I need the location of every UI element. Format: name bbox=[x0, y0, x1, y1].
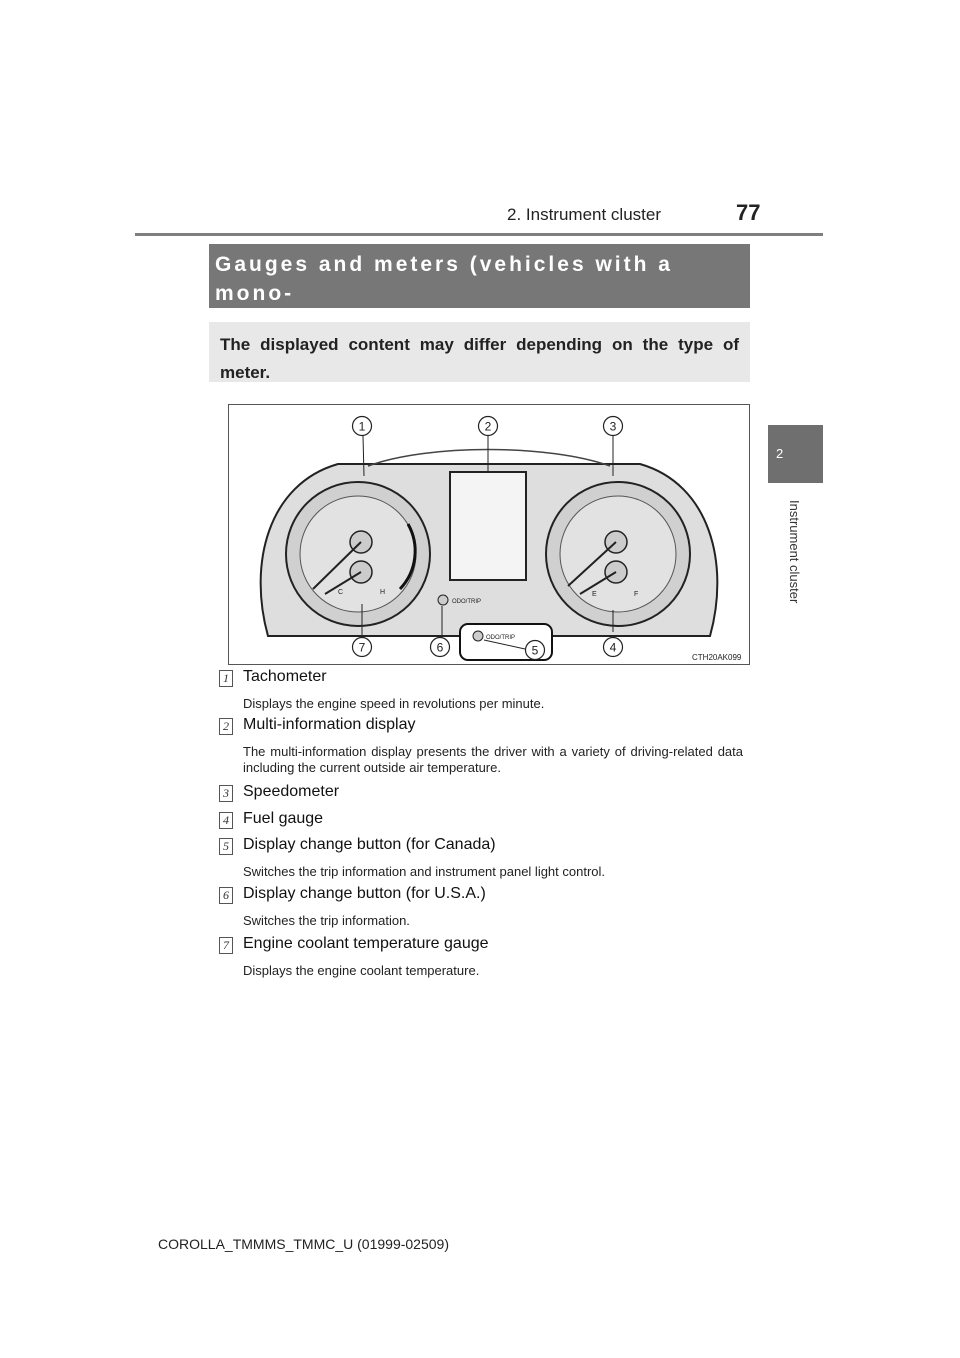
item-number-badge: 1 bbox=[219, 670, 233, 687]
page-number: 77 bbox=[736, 200, 761, 225]
instrument-cluster-figure bbox=[228, 404, 750, 665]
intro-text: The displayed content may differ depending on the type of meter. bbox=[220, 335, 739, 382]
odo-trip-button-usa bbox=[438, 595, 448, 605]
chapter-tab-label: Instrument cluster bbox=[787, 500, 802, 604]
item-title: Display change button (for U.S.A.) bbox=[243, 885, 486, 902]
callout-7-number: 7 bbox=[358, 640, 366, 655]
item-number-badge: 3 bbox=[219, 785, 233, 802]
item-title: Tachometer bbox=[243, 668, 327, 685]
item-number-badge: 5 bbox=[219, 838, 233, 855]
fuel-full-label: F bbox=[634, 591, 639, 598]
figure-code: CTH20AK099 bbox=[692, 653, 742, 662]
section-title-box bbox=[209, 244, 750, 308]
speedometer-face bbox=[560, 496, 676, 612]
callout-7 bbox=[353, 638, 372, 657]
callout-2 bbox=[479, 417, 498, 436]
chapter-tab-number: 2 bbox=[776, 446, 784, 461]
odo-trip-button-canada bbox=[473, 631, 483, 641]
item-description: The multi-information display presents the driver with a variety of driving-related data including the current outside air temperature. bbox=[243, 744, 743, 775]
item-description: Switches the trip information and instrument panel light control. bbox=[243, 864, 606, 879]
section-title-line-1: Gauges and meters (vehicles with a mono- bbox=[215, 253, 673, 305]
intro-box bbox=[209, 322, 750, 382]
callout-1 bbox=[353, 417, 372, 436]
callout-6 bbox=[431, 638, 450, 657]
callout-5 bbox=[526, 641, 545, 660]
callout-6-number: 6 bbox=[436, 640, 444, 655]
callout-1-number: 1 bbox=[358, 419, 366, 434]
footer-document-code: COROLLA_TMMMS_TMMC_U (01999-02509) bbox=[158, 1236, 449, 1252]
item-number-badge: 4 bbox=[219, 812, 233, 829]
callout-4-number: 4 bbox=[609, 640, 617, 655]
item-title: Speedometer bbox=[243, 783, 340, 800]
coolant-cold-label: C bbox=[338, 589, 344, 596]
odo-trip-label-canada: ODO/TRIP bbox=[486, 635, 516, 641]
multi-info-display bbox=[450, 472, 526, 580]
item-description: Displays the engine coolant temperature. bbox=[243, 963, 480, 978]
callout-3-number: 3 bbox=[609, 419, 617, 434]
item-title: Fuel gauge bbox=[243, 810, 324, 827]
callout-3 bbox=[604, 417, 623, 436]
fuel-empty-label: E bbox=[592, 591, 597, 598]
item-title: Display change button (for Canada) bbox=[243, 836, 496, 853]
callout-5-number: 5 bbox=[531, 643, 539, 658]
item-number-badge: 2 bbox=[219, 718, 233, 735]
callout-4 bbox=[604, 638, 623, 657]
header-divider bbox=[135, 233, 823, 236]
coolant-hot-label: H bbox=[380, 589, 386, 596]
header-section-title: 2. Instrument cluster bbox=[507, 205, 662, 224]
instrument-cluster-illustration bbox=[228, 404, 750, 665]
item-number-badge: 6 bbox=[219, 887, 233, 904]
item-description: Displays the engine speed in revolutions per minute. bbox=[243, 696, 545, 711]
item-title: Multi-information display bbox=[243, 716, 416, 733]
tachometer-face bbox=[300, 496, 416, 612]
item-title: Engine coolant temperature gauge bbox=[243, 935, 489, 952]
item-description: Switches the trip information. bbox=[243, 913, 410, 928]
callout-2-number: 2 bbox=[484, 419, 492, 434]
item-number-badge: 7 bbox=[219, 937, 233, 954]
odo-trip-label-usa: ODO/TRIP bbox=[452, 599, 482, 605]
